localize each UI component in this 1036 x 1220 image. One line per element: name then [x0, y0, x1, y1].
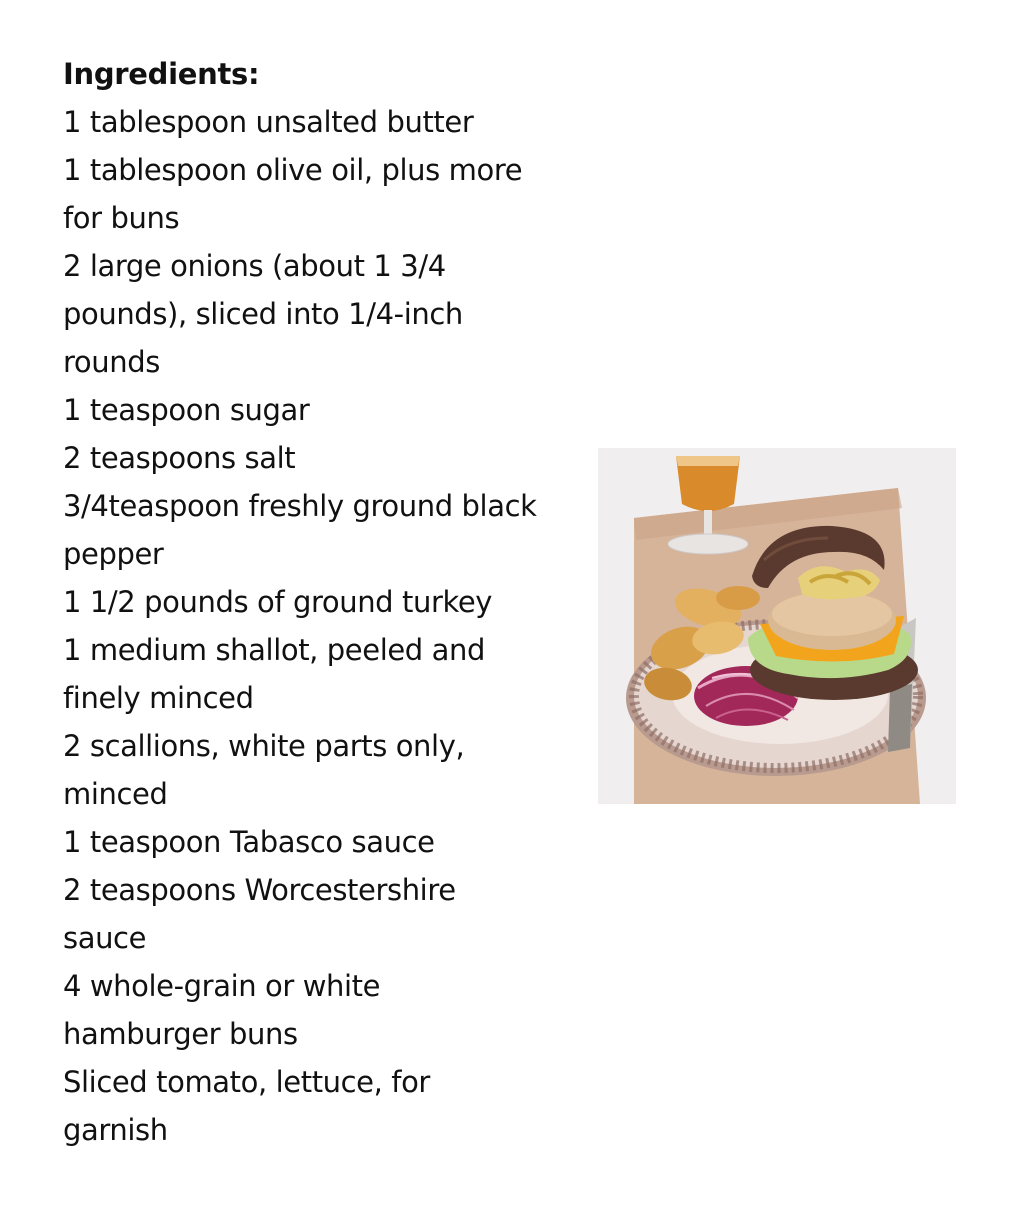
ingredient-item: 2 large onions (about 1 3/4 pounds), sliced into 1/4-inch rounds: [63, 249, 463, 379]
ingredients-heading: Ingredients:: [63, 57, 260, 91]
ingredient-item: 2 scallions, white parts only, minced: [63, 729, 465, 811]
ingredient-item: 1 teaspoon Tabasco sauce: [63, 825, 435, 859]
ingredient-item: 1 tablespoon unsalted butter: [63, 105, 474, 139]
ingredient-item: 4 whole-grain or white hamburger buns: [63, 969, 381, 1051]
ingredients-list: [63, 98, 543, 1154]
ingredient-item: 2 teaspoons salt: [63, 441, 296, 475]
ingredient-item: 1 medium shallot, peeled and finely minced: [63, 633, 485, 715]
ingredient-item: Sliced tomato, lettuce, for garnish: [63, 1065, 430, 1147]
ingredient-item: 1 teaspoon sugar: [63, 393, 310, 427]
burger-illustration: [598, 448, 956, 804]
ingredient-item: 3/4teaspoon freshly ground black pepper: [63, 489, 537, 571]
burger-photo: [598, 448, 956, 804]
ingredient-item: 1 1/2 pounds of ground turkey: [63, 585, 493, 619]
ingredient-item: 1 tablespoon olive oil, plus more for buns: [63, 153, 523, 235]
ingredients-section: [63, 50, 543, 1154]
ingredient-item: 2 teaspoons Worcestershire sauce: [63, 873, 456, 955]
